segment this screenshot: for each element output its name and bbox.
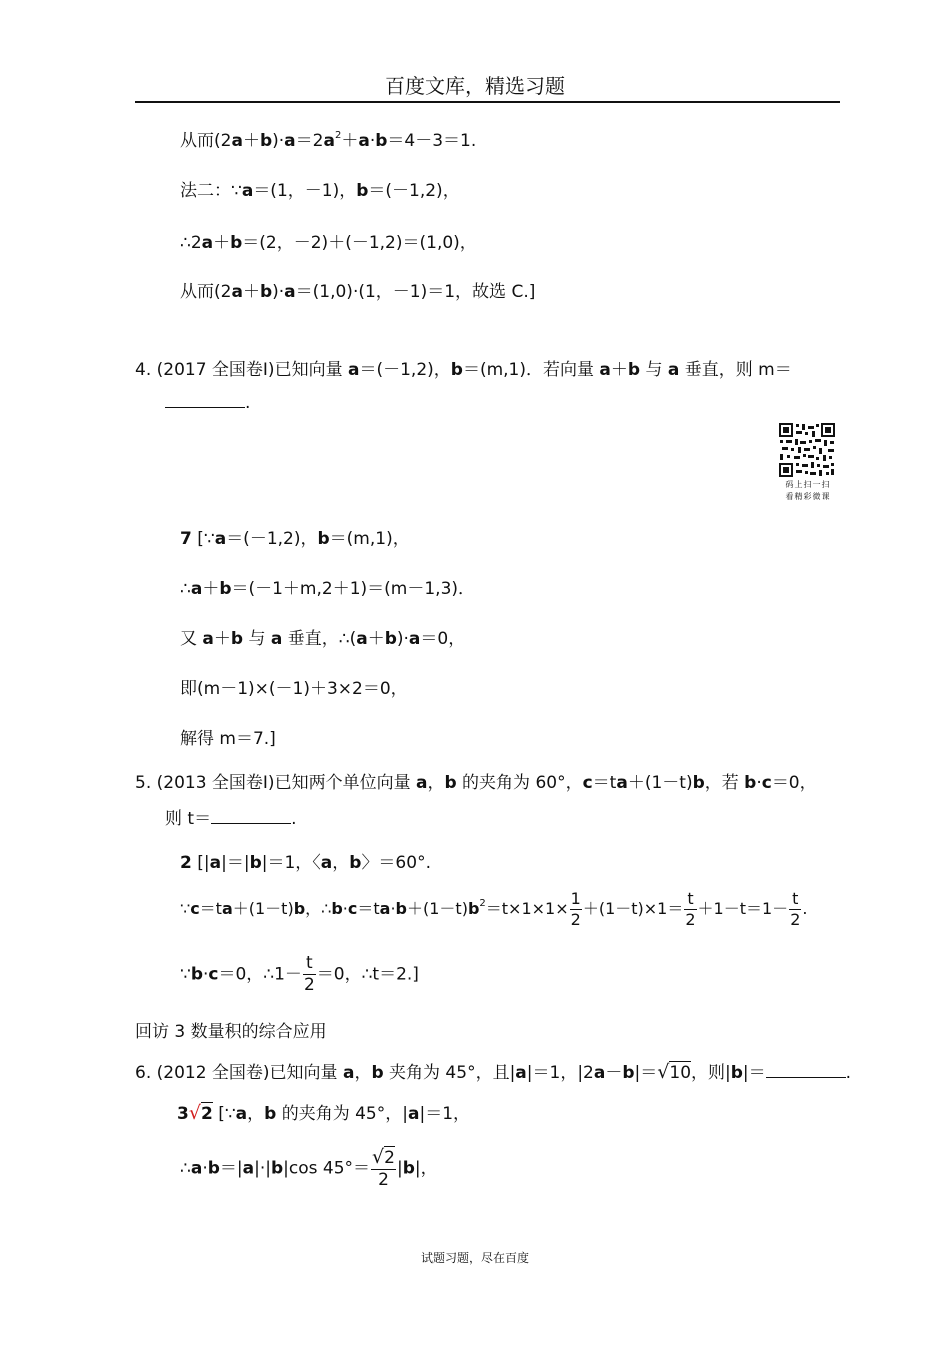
- fraction: $\frac{t}{2}$: [685, 889, 696, 929]
- solution-line: ∵c＝ta＋(1－t)b，$\therefore b\cdot c=ta\cdot b+(1-t)b^2=t\times 1\times 1\times$ $\frac{1}{2}$ ＋(1－t)×1＝ $\frac{t}{2}$ ＋1－t＝1－ $\frac{t}{2}$ .: [180, 889, 808, 929]
- question-5-line2: 则 t＝ .: [165, 809, 297, 829]
- fraction: $\frac{√2}{2}$: [372, 1146, 395, 1190]
- question-5: 5. (2013 全国卷Ⅰ)已知两个单位向量 a，b 的夹角为 60°，c＝ta＋(1－t)b，若 b·c＝0，: [135, 773, 817, 793]
- qr-caption: 码上扫一扫: [785, 480, 831, 489]
- solution-line: ∴2a＋b＝(2，－2)＋(－1,2)＝(1,0)，: [180, 233, 477, 253]
- solution-line: 又 a＋b 与 a 垂直，∴(a＋b)·a＝0，: [180, 629, 466, 649]
- answer-blank: .: [165, 393, 250, 413]
- solution-line: 从而(2a＋b)·a＝(1,0)·(1，－1)＝1，故选 C.]: [180, 282, 536, 302]
- solution-line: 3√2 [∵a，b 的夹角为 45°，|a|＝1，: [177, 1102, 471, 1124]
- solution-line: 2 [|a|＝|b|＝1，〈a，b〉＝60°.: [180, 853, 431, 873]
- solution-line: ∵b·c＝0，∴1－ $\frac{t}{2}$ ＝0，∴t＝2.]: [180, 953, 419, 995]
- solution-line: 法二：∵a＝(1，－1)，b＝(－1,2)，: [180, 181, 460, 201]
- fraction: $\frac{t}{2}$: [790, 889, 801, 929]
- page-footer: 试题习题，尽在百度: [420, 1251, 529, 1265]
- fraction: $\frac{t}{2}$: [303, 953, 315, 995]
- qr-caption: 看精彩微课: [785, 492, 831, 501]
- solution-line: 即(m－1)×(－1)＋3×2＝0，: [180, 679, 408, 699]
- question-4: 4. (2017 全国卷Ⅰ)已知向量 a＝(－1,2)，b＝(m,1)．若向量 a＋b 与 a 垂直，则 m＝: [135, 360, 792, 380]
- solution-line: ∴a＋b＝(－1＋m,2＋1)＝(m－1,3)．: [180, 579, 476, 599]
- solution-line: 从而$(2a+b)\cdot a=2a^2+a\cdot b=4-3=1$.: [180, 130, 477, 151]
- qr-code-icon[interactable]: [778, 422, 836, 478]
- page-header-title: 百度文库，精选习题: [385, 74, 565, 98]
- solution-line: 解得 m＝7.]: [180, 729, 276, 749]
- section-heading: 回访 3 数量积的综合应用: [135, 1022, 327, 1042]
- header-divider: [135, 101, 840, 103]
- solution-line: ∴a·b＝|a|·|b|cos 45°＝ $\frac{√2}{2}$ |b|，: [180, 1146, 438, 1190]
- solution-line: 7 [∵a＝(－1,2)，b＝(m,1)，: [180, 529, 410, 549]
- fraction: $\frac{1}{2}$: [570, 889, 581, 929]
- question-6: 6. (2012 全国卷)已知向量 a，b 夹角为 45°，且|a|＝1，|2a－b|＝√10，则|b|＝ .: [135, 1061, 852, 1083]
